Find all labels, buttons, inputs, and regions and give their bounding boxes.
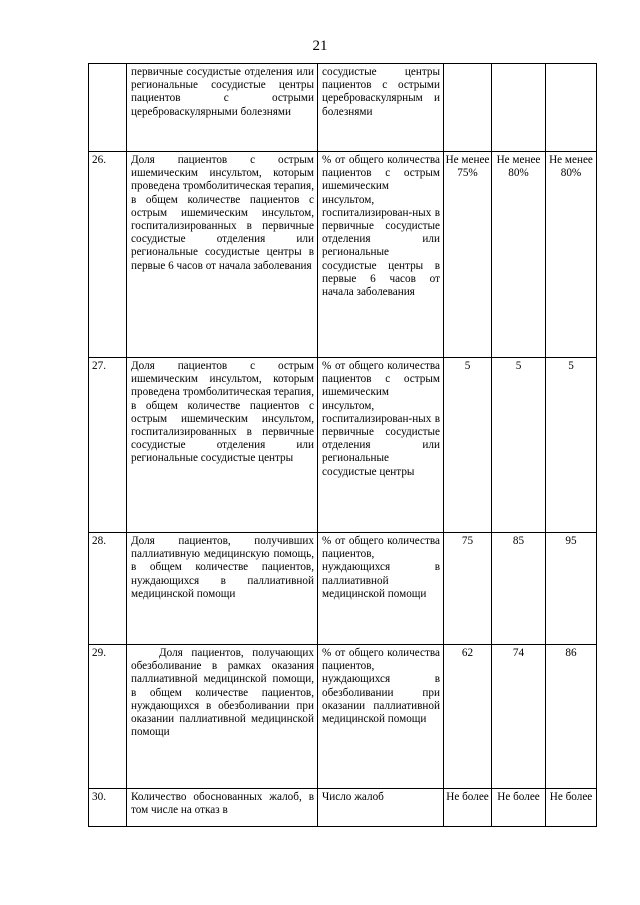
value-cell-year-3: 5	[546, 358, 597, 533]
value-cell-year-2: Не более	[492, 789, 546, 827]
value-cell-year-2: 5	[492, 358, 546, 533]
indicator-name-cell	[127, 645, 318, 789]
indicator-name-cell: Доля пациентов с острым ишемическим инсультом, которым проведена тромболитическая терапия, в общем количестве пациентов с острым ишемическим инсультом, госпитализированных в первичные сосудистые отделения или региональные сосудистые центры в первые 6 часов от начала заболевания	[127, 152, 318, 358]
unit-cell: Число жалоб	[318, 789, 444, 827]
table-row	[89, 152, 597, 358]
row-number-cell: 26.	[89, 152, 127, 358]
value-cell-year-2: 74	[492, 645, 546, 789]
table-row	[89, 358, 597, 533]
unit-cell: % от общего количества пациентов с острым ишемическим инсультом, госпитализирован-ных в первичные сосудистые отделения или региональные сосудистые центры	[318, 358, 444, 533]
value-cell-year-2: Не менее 80%	[492, 152, 546, 358]
value-cell-year-3: Не менее 80%	[546, 152, 597, 358]
page-number: 21	[312, 38, 328, 54]
value-cell-year-3: 95	[546, 533, 597, 645]
value-cell-year-1: 5	[444, 358, 492, 533]
table-row	[89, 645, 597, 789]
row-number-cell	[89, 64, 127, 152]
value-cell-year-1: Не менее 75%	[444, 152, 492, 358]
value-cell-year-2	[492, 64, 546, 152]
unit-cell: % от общего количества пациентов, нуждающихся в паллиативной медицинской помощи	[318, 533, 444, 645]
table-row	[89, 789, 597, 827]
indicator-name-cell: Доля пациентов с острым ишемическим инсультом, которым проведена тромболитическая терапия, в общем количестве пациентов с острым ишемическим инсультом, госпитализированных в первичные сосудистые отделения или региональные сосудистые центры	[127, 358, 318, 533]
indicators-table	[88, 63, 597, 827]
unit-cell: % от общего количества пациентов, нуждающихся в обезболивании при оказании паллиативной медицинской помощи	[318, 645, 444, 789]
value-cell-year-1: Не более	[444, 789, 492, 827]
indicator-name-cell: первичные сосудистые отделения или региональные сосудистые центры пациентов с острыми цереброваскулярными болезнями	[127, 64, 318, 152]
value-cell-year-1: 75	[444, 533, 492, 645]
table-row	[89, 533, 597, 645]
table-row	[89, 64, 597, 152]
row-number-cell: 30.	[89, 789, 127, 827]
value-cell-year-3	[546, 64, 597, 152]
value-cell-year-2: 85	[492, 533, 546, 645]
value-cell-year-3: Не более	[546, 789, 597, 827]
value-cell-year-1: 62	[444, 645, 492, 789]
indicator-name-cell: Доля пациентов, получивших паллиативную медицинскую помощь, в общем количестве пациентов, нуждающихся в паллиативной медицинской помощи	[127, 533, 318, 645]
value-cell-year-3: 86	[546, 645, 597, 789]
value-cell-year-1	[444, 64, 492, 152]
row-number-cell: 27.	[89, 358, 127, 533]
indicator-name-text: Доля пациентов, получающих обезболивание в рамках оказания паллиативной медицинской помощи, в общем количестве пациентов, нуждающихся в обезболивании при оказании паллиативной медицинской помощи	[131, 647, 314, 739]
indicator-name-cell: Количество обоснованных жалоб, в том числе на отказ в	[127, 789, 318, 827]
unit-cell: % от общего количества пациентов с острым ишемическим инсультом, госпитализирован-ных в первичные сосудистые отделения или региональные сосудистые центры в первые 6 часов от начала заболевания	[318, 152, 444, 358]
row-number-cell: 29.	[89, 645, 127, 789]
unit-cell: сосудистые центры пациентов с острыми цереброваскулярным и болезнями	[318, 64, 444, 152]
row-number-cell: 28.	[89, 533, 127, 645]
